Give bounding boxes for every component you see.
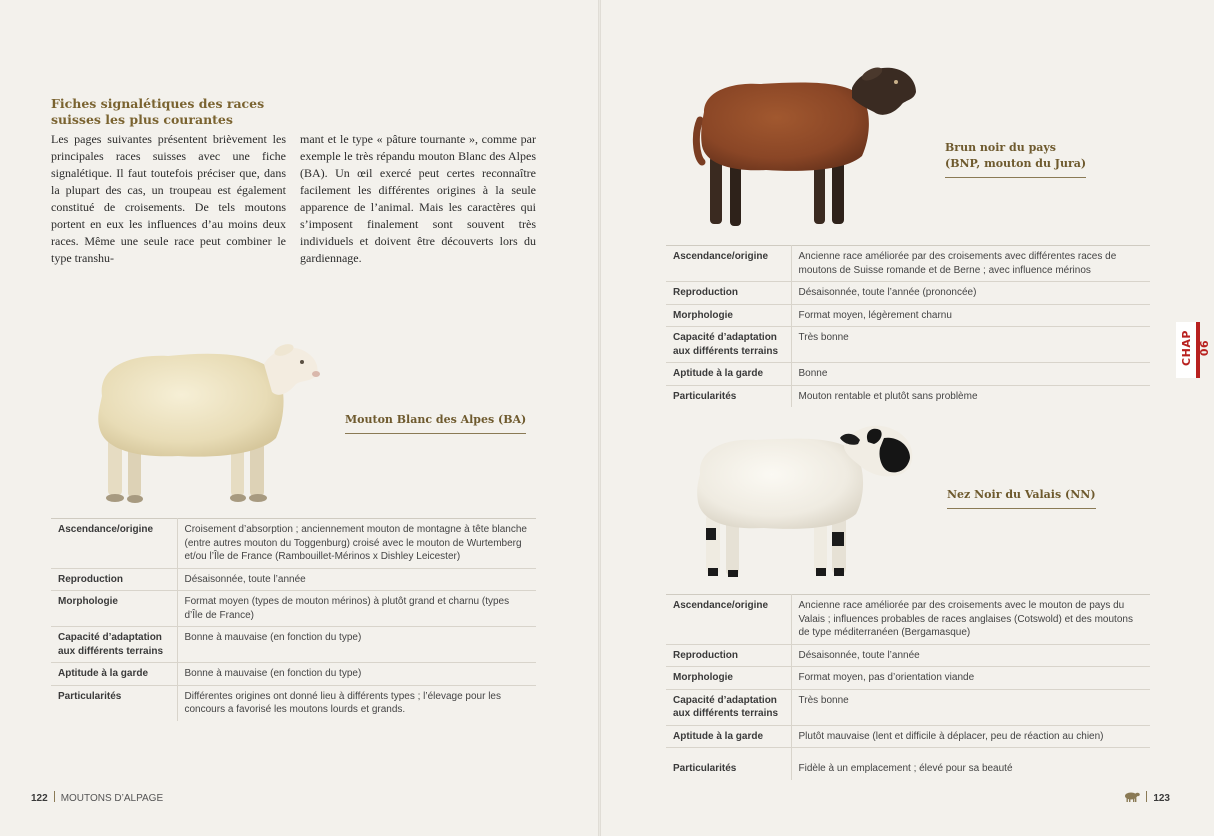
table-row: Capacité d’adaptation aux différents terrains Très bonne (666, 689, 1150, 725)
breed-label-brun-noir: Brun noir du pays (BNP, mouton du Jura) (945, 140, 1086, 178)
left-page (0, 0, 600, 836)
breed-table-brun-noir (666, 245, 1150, 407)
footer-right (1124, 791, 1170, 804)
breed-label-nez-noir: Nez Noir du Valais (NN) (947, 487, 1096, 509)
running-title: MOUTONS D’ALPAGE (60, 793, 164, 804)
table-row: Capacité d’adaptation aux différents terrains Très bonne (666, 327, 1150, 363)
section-heading: Fiches signalétiques des races suisses les plus courantes (51, 96, 265, 127)
intro-column-1: Les pages suivantes présentent brièvement les principales races suisses avec une fiche signalétique. Il faut toutefois préciser que, dans la plupart des cas, un troupeau est également constitué de croisements. De tels moutons portent en eux les influences d’au moins deux races. Même une seule race peut combiner le type transhu- (51, 132, 286, 265)
table-row: Reproduction Désaisonnée, toute l’année (666, 644, 1150, 667)
table-row: Reproduction Désaisonnée, toute l’année (51, 568, 536, 591)
table-row: Capacité d’adaptation aux différents terrains Bonne à mauvaise (en fonction du type) (51, 627, 536, 663)
table-row: Particularités Différentes origines ont donné lieu à différents types ; l’élevage pour les concours a favorisé les moutons lourds et grands. (51, 685, 536, 721)
page-number: 122 (31, 793, 48, 804)
table-row: Particularités Mouton rentable et plutôt sans problème (666, 385, 1150, 407)
page-number: 123 (1153, 793, 1170, 804)
chapter-tab-label: CHAP 06 (1180, 330, 1211, 366)
table-row: Ascendance/origine Ancienne race améliorée par des croisements avec différentes races de moutons de Suisse romande et de Berne ; avec influence mérinos (666, 246, 1150, 282)
table-row: Reproduction Désaisonnée, toute l’année (prononcée) (666, 282, 1150, 305)
sheep-illustration-nez-noir (694, 422, 916, 582)
table-row: Particularités Fidèle à un emplacement ; élevé pour sa beauté (666, 748, 1150, 780)
intro-column-2: mant et le type « pâture tournante », comme par exemple le très répandu mouton Blanc des Alpes (BA). Un œil exercé peut certes reconnaître facilement les différentes origines à la seule apparence de l’animal. Mais les caractères qui s’imposent finalement sont souvent très individuels et doivent être découverts lors du gardiennage. (300, 132, 536, 265)
table-row: Aptitude à la garde Plutôt mauvaise (lent et difficile à déplacer, peu de réaction au chien) (666, 725, 1150, 748)
table-row: Morphologie Format moyen, légèrement charnu (666, 304, 1150, 327)
breed-table-blanc-des-alpes (51, 518, 536, 721)
footer-left (31, 791, 163, 804)
table-row: Ascendance/origine Croisement d’absorption ; anciennement mouton de montagne à tête blanche (entre autres mouton du Toggenburg) croisé avec le mouton de Wurtemberg et/ou l’Île de France (Rambouillet-Mérinos x Dishley Leicester) (51, 519, 536, 569)
table-row: Aptitude à la garde Bonne à mauvaise (en fonction du type) (51, 663, 536, 686)
sheep-illustration-brun-noir (696, 64, 920, 232)
table-row: Aptitude à la garde Bonne (666, 363, 1150, 386)
right-page (600, 0, 1211, 836)
breed-table-nez-noir (666, 594, 1150, 780)
chapter-tab (1176, 322, 1211, 378)
breed-label-blanc-des-alpes: Mouton Blanc des Alpes (BA) (345, 412, 526, 434)
table-row: Morphologie Format moyen, pas d’orientation viande (666, 667, 1150, 690)
table-row: Ascendance/origine Ancienne race améliorée par des croisements avec le mouton de pays du Valais ; influences probables de races anglaises (Cotswold) et des moutons de type méditerranéen (Bergamasque) (666, 595, 1150, 645)
sheep-icon (1124, 791, 1140, 802)
sheep-illustration-blanc-des-alpes (88, 338, 323, 506)
table-row: Morphologie Format moyen (types de mouton mérinos) à plutôt grand et charnu (types d’Île de France) (51, 591, 536, 627)
